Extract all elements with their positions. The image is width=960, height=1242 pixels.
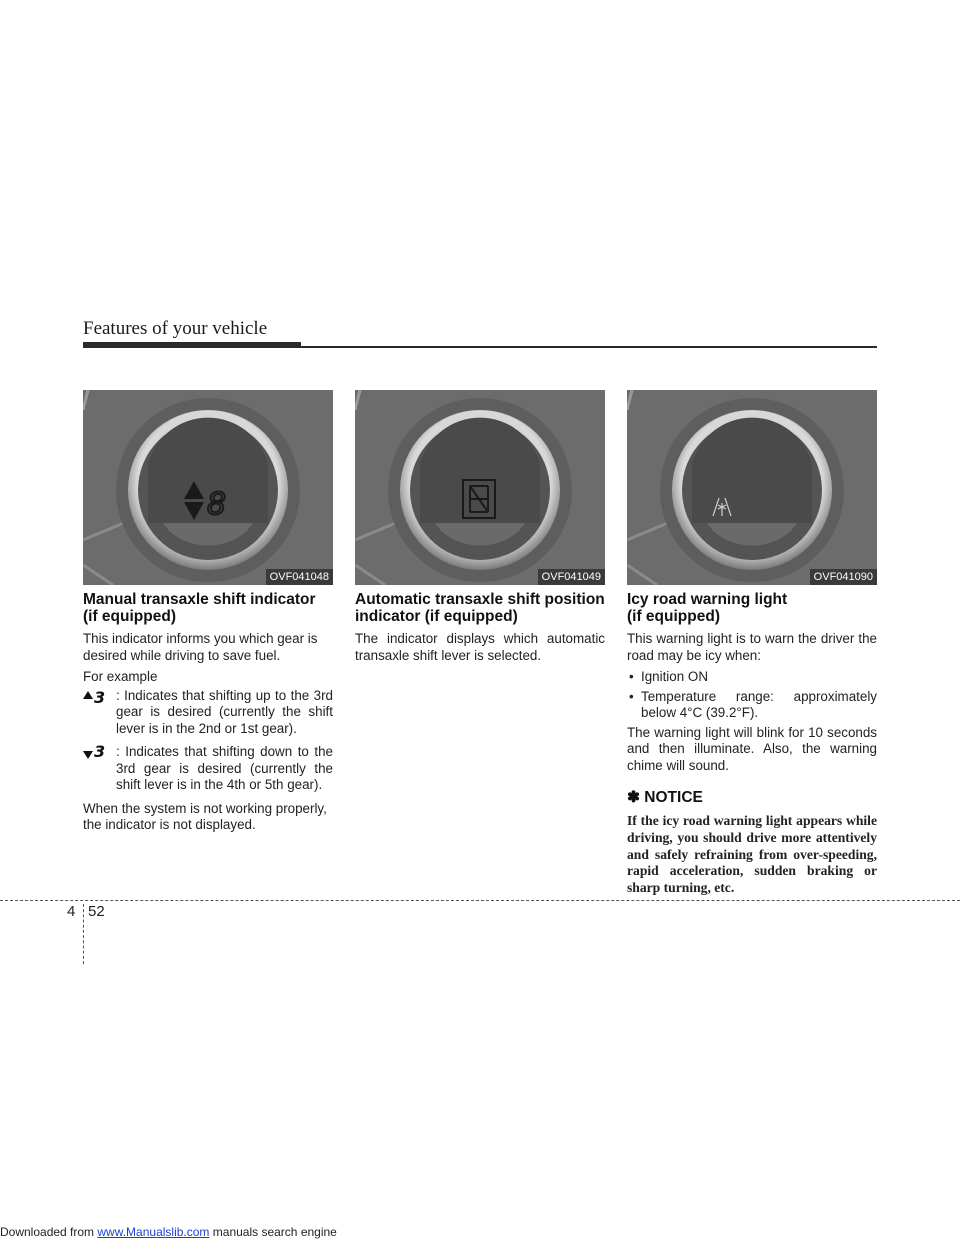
paragraph: This warning light is to warn the driver the road may be icy when:: [627, 631, 877, 663]
list-item: 3 : Indicates that shifting up to the 3rd gear is desired (currently the shift lever is in the 2nd or 1st gear).: [83, 688, 333, 738]
bullet-item: • Temperature range: approximately below 4°C (39.2°F).: [627, 689, 877, 722]
header-rule: [301, 346, 877, 348]
download-footer: Downloaded from www.Manualslib.com manuals search engine: [0, 1225, 337, 1239]
column-icy-road: [627, 591, 877, 897]
paragraph: This indicator informs you which gear is desired while driving to save fuel.: [83, 631, 318, 663]
page-number: 52: [88, 903, 105, 920]
svg-text:8: 8: [207, 487, 227, 522]
svg-text:3: 3: [94, 744, 106, 761]
figure-automatic-shift-indicator: [355, 390, 605, 585]
figure-code: OVF041090: [810, 569, 877, 585]
shift-down-indicator-icon: [83, 744, 111, 762]
figure-manual-shift-indicator: [83, 390, 333, 585]
section-heading: Manual transaxle shift indicator (if equipped): [83, 591, 316, 625]
paragraph: When the system is not working properly, the indicator is not displayed.: [83, 800, 327, 832]
page-section-title: Features of your vehicle: [83, 318, 268, 339]
page-number-divider: [83, 904, 84, 964]
svg-text:3: 3: [94, 687, 106, 706]
paragraph: The warning light will blink for 10 seconds and then illuminate. Also, the warning chime will sound.: [627, 724, 877, 773]
manualslib-link[interactable]: www.Manualslib.com: [97, 1225, 210, 1239]
column-manual-shift: [83, 591, 333, 839]
paragraph: The indicator displays which automatic transaxle shift lever is selected.: [355, 631, 605, 663]
page-divider: [0, 900, 960, 901]
figure-code: OVF041049: [538, 569, 605, 585]
example-label: For example: [83, 669, 158, 684]
figure-code: OVF041048: [266, 569, 333, 585]
notice-body: If the icy road warning light appears while driving, you should drive more attentively and safely refraining from over-speeding, rapid acceleration, sudden braking or sharp turning, etc.: [627, 813, 877, 896]
header-accent-bar: [83, 342, 301, 348]
section-heading: Icy road warning light (if equipped): [627, 591, 788, 625]
list-item: 3 : Indicates that shifting down to the 3rd gear is desired (currently the shift lever is in the 4th or 5th gear).: [83, 744, 333, 794]
shift-up-indicator-icon: [83, 688, 111, 706]
section-heading: Automatic transaxle shift position indicator (if equipped): [355, 591, 605, 625]
bullet-item: • Ignition ON: [627, 669, 877, 686]
notice-heading: ✽ NOTICE: [627, 789, 703, 806]
figure-icy-road-warning: [627, 390, 877, 585]
chapter-number: 4: [67, 903, 76, 920]
column-automatic-shift: [355, 591, 605, 669]
